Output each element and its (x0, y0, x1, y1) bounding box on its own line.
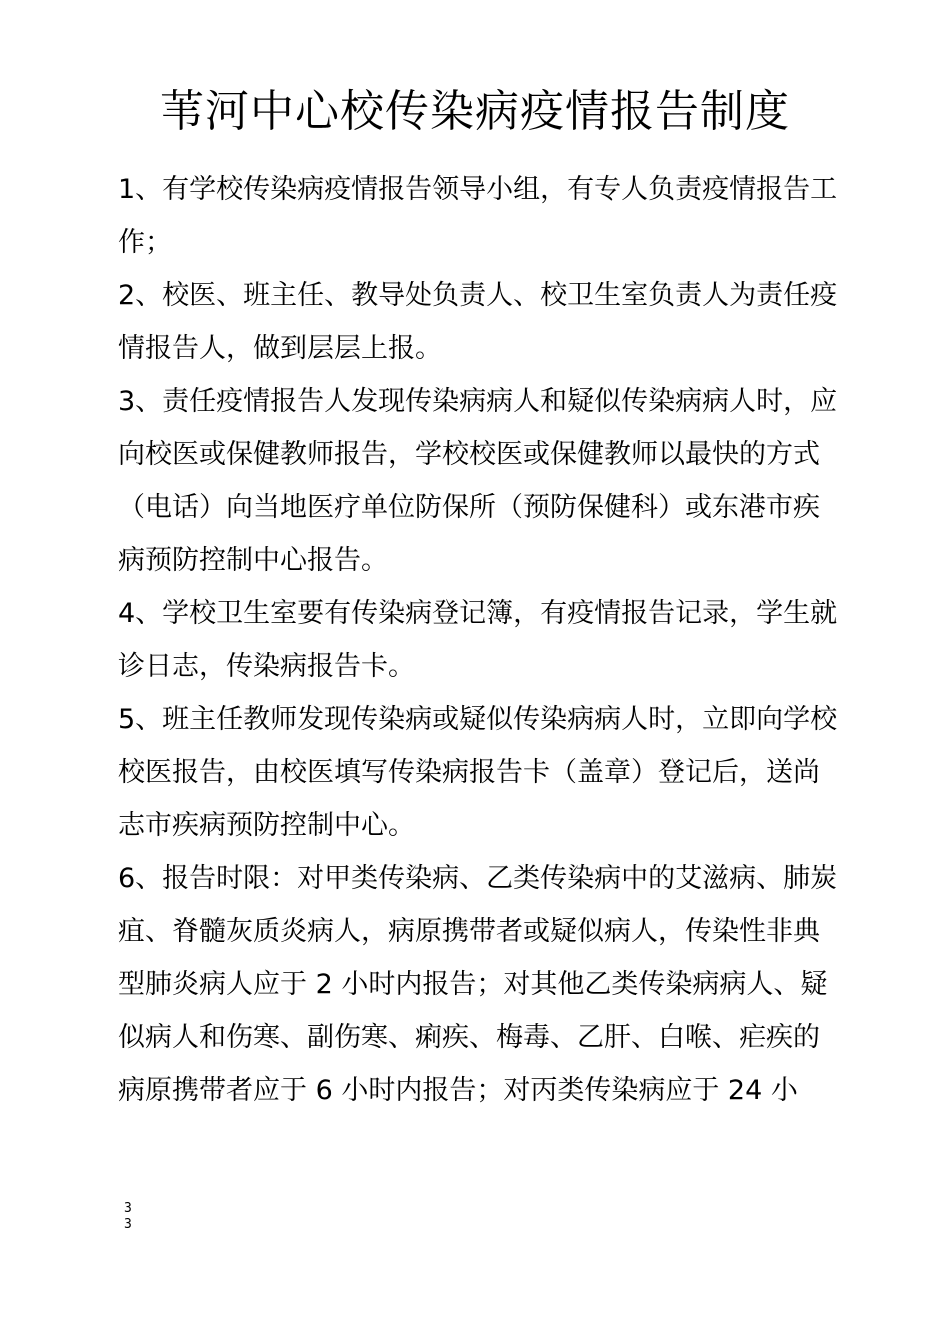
body-line: 情报告人，做到层层上报。 (118, 333, 442, 364)
body-line: 病预防控制中心报告。 (118, 545, 388, 576)
document-body (118, 163, 840, 1117)
body-line: 2、校医、班主任、教导处负责人、校卫生室负责人为责任疫 (118, 280, 838, 311)
body-line: 似病人和伤寒、副伤寒、痢疾、梅毒、乙肝、白喉、疟疾的 (118, 1022, 820, 1053)
body-line: 6、报告时限：对甲类传染病、乙类传染病中的艾滋病、肺炭 (118, 863, 838, 894)
body-line: 诊日志，传染病报告卡。 (118, 651, 415, 682)
body-line: 疽、脊髓灰质炎病人，病原携带者或疑似病人，传染性非典 (118, 916, 820, 947)
body-line: 3、责任疫情报告人发现传染病病人和疑似传染病病人时，应 (118, 386, 838, 417)
body-line: 病原携带者应于 6 小时内报告；对丙类传染病应于 24 小 (118, 1075, 798, 1106)
body-line: 志市疾病预防控制中心。 (118, 810, 415, 841)
document-title: 苇河中心校传染病疫情报告制度 (160, 86, 790, 137)
body-line: 向校医或保健教师报告，学校校医或保健教师以最快的方式 (118, 439, 820, 470)
body-line: 校医报告，由校医填写传染病报告卡（盖章）登记后，送尚 (118, 757, 820, 788)
page-number (124, 1201, 132, 1233)
body-line: 作； (118, 227, 172, 258)
body-line: 型肺炎病人应于 2 小时内报告；对其他乙类传染病病人、疑 (118, 969, 828, 1000)
body-line: （电话）向当地医疗单位防保所（预防保健科）或东港市疾 (118, 492, 820, 523)
page-number-line-1: 3 (124, 1201, 132, 1216)
page-number-line-2: 3 (124, 1217, 132, 1232)
body-line: 4、学校卫生室要有传染病登记簿，有疫情报告记录，学生就 (118, 598, 838, 629)
body-line: 5、班主任教师发现传染病或疑似传染病病人时，立即向学校 (118, 704, 838, 735)
body-line: 1、有学校传染病疫情报告领导小组，有专人负责疫情报告工 (118, 174, 838, 205)
